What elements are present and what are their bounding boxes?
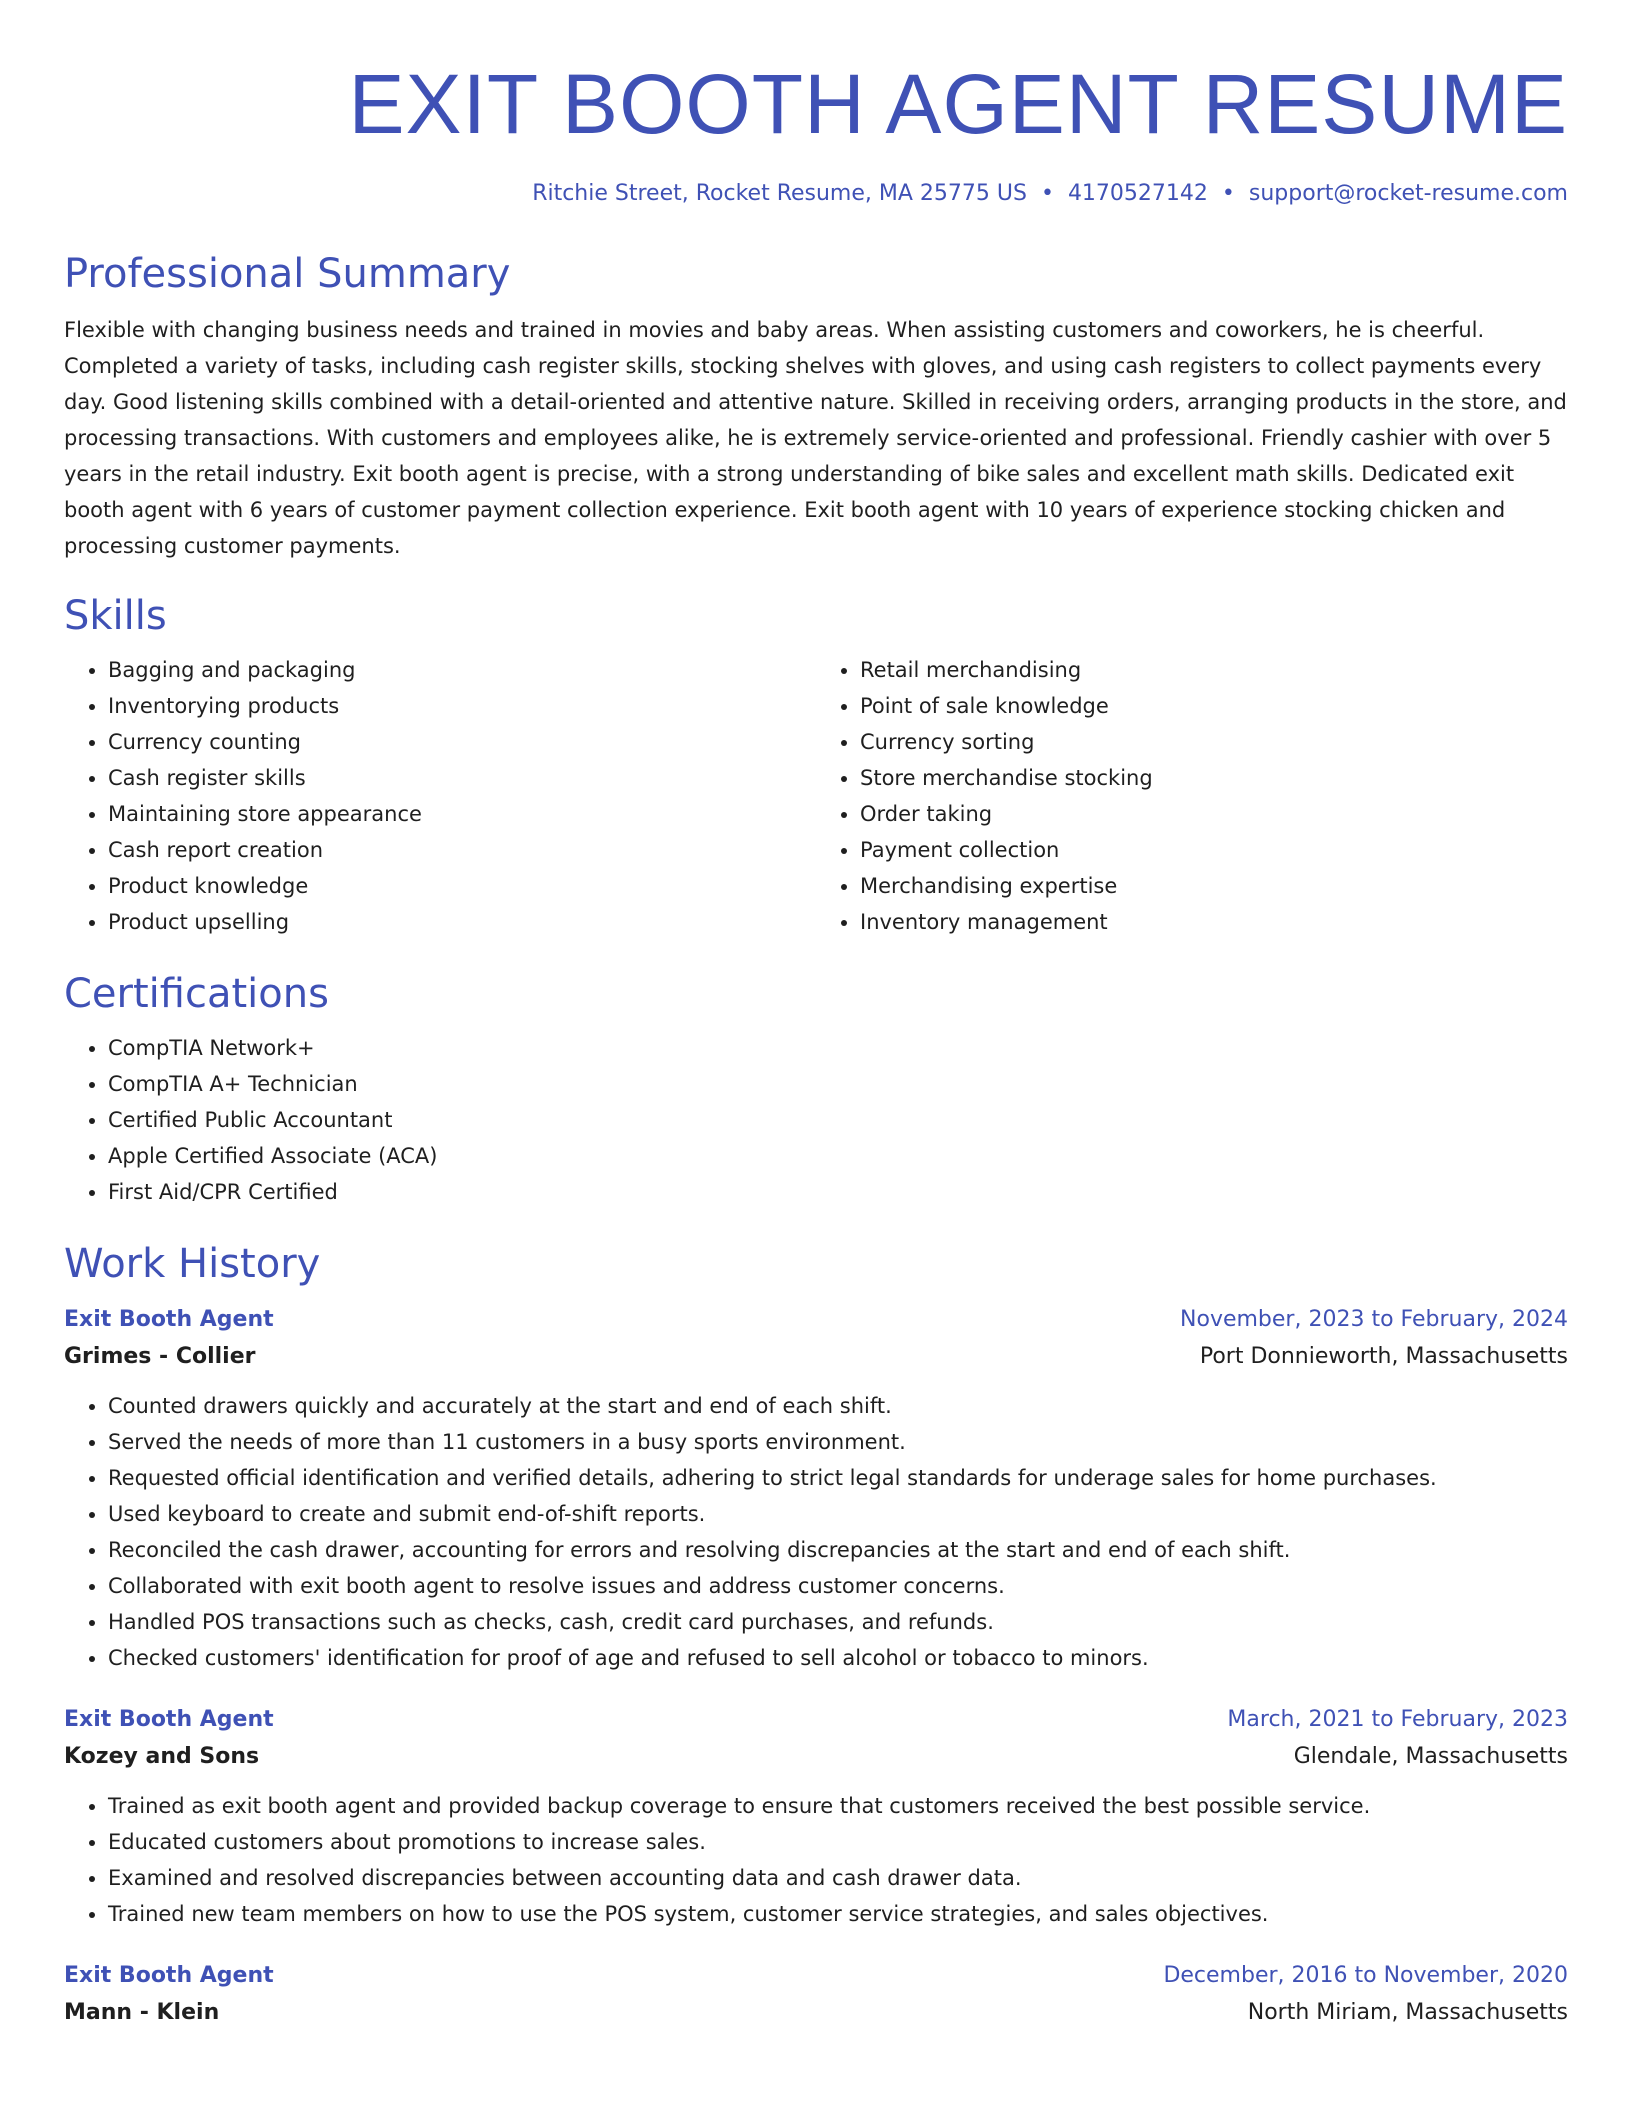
job-bullets	[64, 1788, 1568, 1932]
job-dates: December, 2016 to November, 2020	[1163, 1963, 1568, 1988]
skills-heading: Skills	[64, 593, 167, 639]
skill-item: • Payment collection	[860, 832, 1568, 868]
job-company-row	[64, 1994, 1568, 2032]
job-bullet: • Examined and resolved discrepancies between accounting data and cash drawer data.	[108, 1860, 1568, 1896]
skill-item: • Point of sale knowledge	[860, 688, 1568, 724]
job-company: Mann - Klein	[64, 2000, 220, 2025]
job-title: Exit Booth Agent	[64, 1307, 274, 1332]
job-location: North Miriam, Massachusetts	[1247, 2000, 1568, 2025]
job-bullet: • Counted drawers quickly and accurately at the start and end of each shift.	[108, 1388, 1568, 1424]
job-entry	[64, 1302, 1568, 1676]
skill-item: • Currency counting	[108, 724, 816, 760]
contact-address: Ritchie Street, Rocket Resume, MA 25775 US	[532, 181, 1027, 206]
job-company-row	[64, 1338, 1568, 1376]
certification-item: • First Aid/CPR Certified	[108, 1174, 1568, 1210]
skills-list-left	[64, 652, 816, 940]
skill-item: • Product upselling	[108, 904, 816, 940]
summary-text: Flexible with changing business needs and trained in movies and baby areas. When assisting customers and coworkers, he is cheerful. Completed a variety of tasks, including cash register skills, stocking shelves with gloves, and using cash registers to collect payments every day. Good listening skills combined with a detail-oriented and attentive nature. Skilled in receiving orders, arranging products in the store, and processing transactions. With customers and employees alike, he is extremely service-oriented and professional. Friendly cashier with over 5 years in the retail industry. Exit booth agent is precise, with a strong understanding of bike sales and excellent math skills. Dedicated exit booth agent with 6 years of customer payment collection experience. Exit booth agent with 10 years of experience stocking chicken and processing customer payments.	[64, 318, 1567, 558]
resume-title: EXIT BOOTH AGENT RESUME	[348, 57, 1568, 151]
contact-separator: •	[1040, 181, 1054, 206]
certification-item: • CompTIA A+ Technician	[108, 1066, 1568, 1102]
summary-heading: Professional Summary	[64, 251, 511, 297]
skill-item: • Product knowledge	[108, 868, 816, 904]
skill-item: • Inventorying products	[108, 688, 816, 724]
job-bullet: • Trained new team members on how to use the POS system, customer service strategies, and sales objectives.	[108, 1896, 1568, 1932]
job-company: Grimes - Collier	[64, 1344, 256, 1369]
job-entry	[64, 1958, 1568, 2032]
job-title: Exit Booth Agent	[64, 1707, 274, 1732]
contact-line	[64, 178, 1568, 210]
job-dates: March, 2021 to February, 2023	[1227, 1707, 1568, 1732]
job-bullet: • Handled POS transactions such as checks, cash, credit card purchases, and refunds.	[108, 1604, 1568, 1640]
job-title-row	[64, 1302, 1568, 1338]
job-entry	[64, 1702, 1568, 1932]
work-history-heading: Work History	[64, 1241, 321, 1287]
contact-phone: 4170527142	[1067, 181, 1208, 206]
job-bullet: • Collaborated with exit booth agent to resolve issues and address customer concerns.	[108, 1568, 1568, 1604]
job-title-row	[64, 1958, 1568, 1994]
skill-item: • Store merchandise stocking	[860, 760, 1568, 796]
job-bullets	[64, 1388, 1568, 1676]
job-bullet: • Checked customers' identification for proof of age and refused to sell alcohol or tobacco to minors.	[108, 1640, 1568, 1676]
skill-item: • Bagging and packaging	[108, 652, 816, 688]
skill-item: • Maintaining store appearance	[108, 796, 816, 832]
skill-item: • Retail merchandising	[860, 652, 1568, 688]
job-company-row	[64, 1738, 1568, 1776]
skill-item: • Cash report creation	[108, 832, 816, 868]
certification-item: • Certified Public Accountant	[108, 1102, 1568, 1138]
skills-list-right	[816, 652, 1568, 940]
job-location: Port Donnieworth, Massachusetts	[1199, 1344, 1568, 1369]
job-bullet: • Trained as exit booth agent and provided backup coverage to ensure that customers received the best possible service.	[108, 1788, 1568, 1824]
skill-item: • Currency sorting	[860, 724, 1568, 760]
certification-item: • Apple Certified Associate (ACA)	[108, 1138, 1568, 1174]
contact-email[interactable]: support@rocket-resume.com	[1248, 181, 1568, 206]
certification-item: • CompTIA Network+	[108, 1030, 1568, 1066]
job-bullet: • Served the needs of more than 11 customers in a busy sports environment.	[108, 1424, 1568, 1460]
job-title: Exit Booth Agent	[64, 1963, 274, 1988]
job-bullet: • Educated customers about promotions to increase sales.	[108, 1824, 1568, 1860]
job-bullet: • Reconciled the cash drawer, accounting for errors and resolving discrepancies at the start and end of each shift.	[108, 1532, 1568, 1568]
skill-item: • Merchandising expertise	[860, 868, 1568, 904]
skill-item: • Order taking	[860, 796, 1568, 832]
job-bullet: • Requested official identification and verified details, adhering to strict legal standards for underage sales for home purchases.	[108, 1460, 1568, 1496]
job-bullet: • Used keyboard to create and submit end-of-shift reports.	[108, 1496, 1568, 1532]
job-title-row	[64, 1702, 1568, 1738]
certifications-list	[64, 1030, 1568, 1210]
skills-columns	[64, 652, 1568, 940]
skill-item: • Cash register skills	[108, 760, 816, 796]
certifications-heading: Certifications	[64, 971, 329, 1017]
job-location: Glendale, Massachusetts	[1293, 1744, 1568, 1769]
skill-item: • Inventory management	[860, 904, 1568, 940]
contact-separator: •	[1221, 181, 1235, 206]
job-company: Kozey and Sons	[64, 1744, 260, 1769]
job-dates: November, 2023 to February, 2024	[1180, 1307, 1568, 1332]
